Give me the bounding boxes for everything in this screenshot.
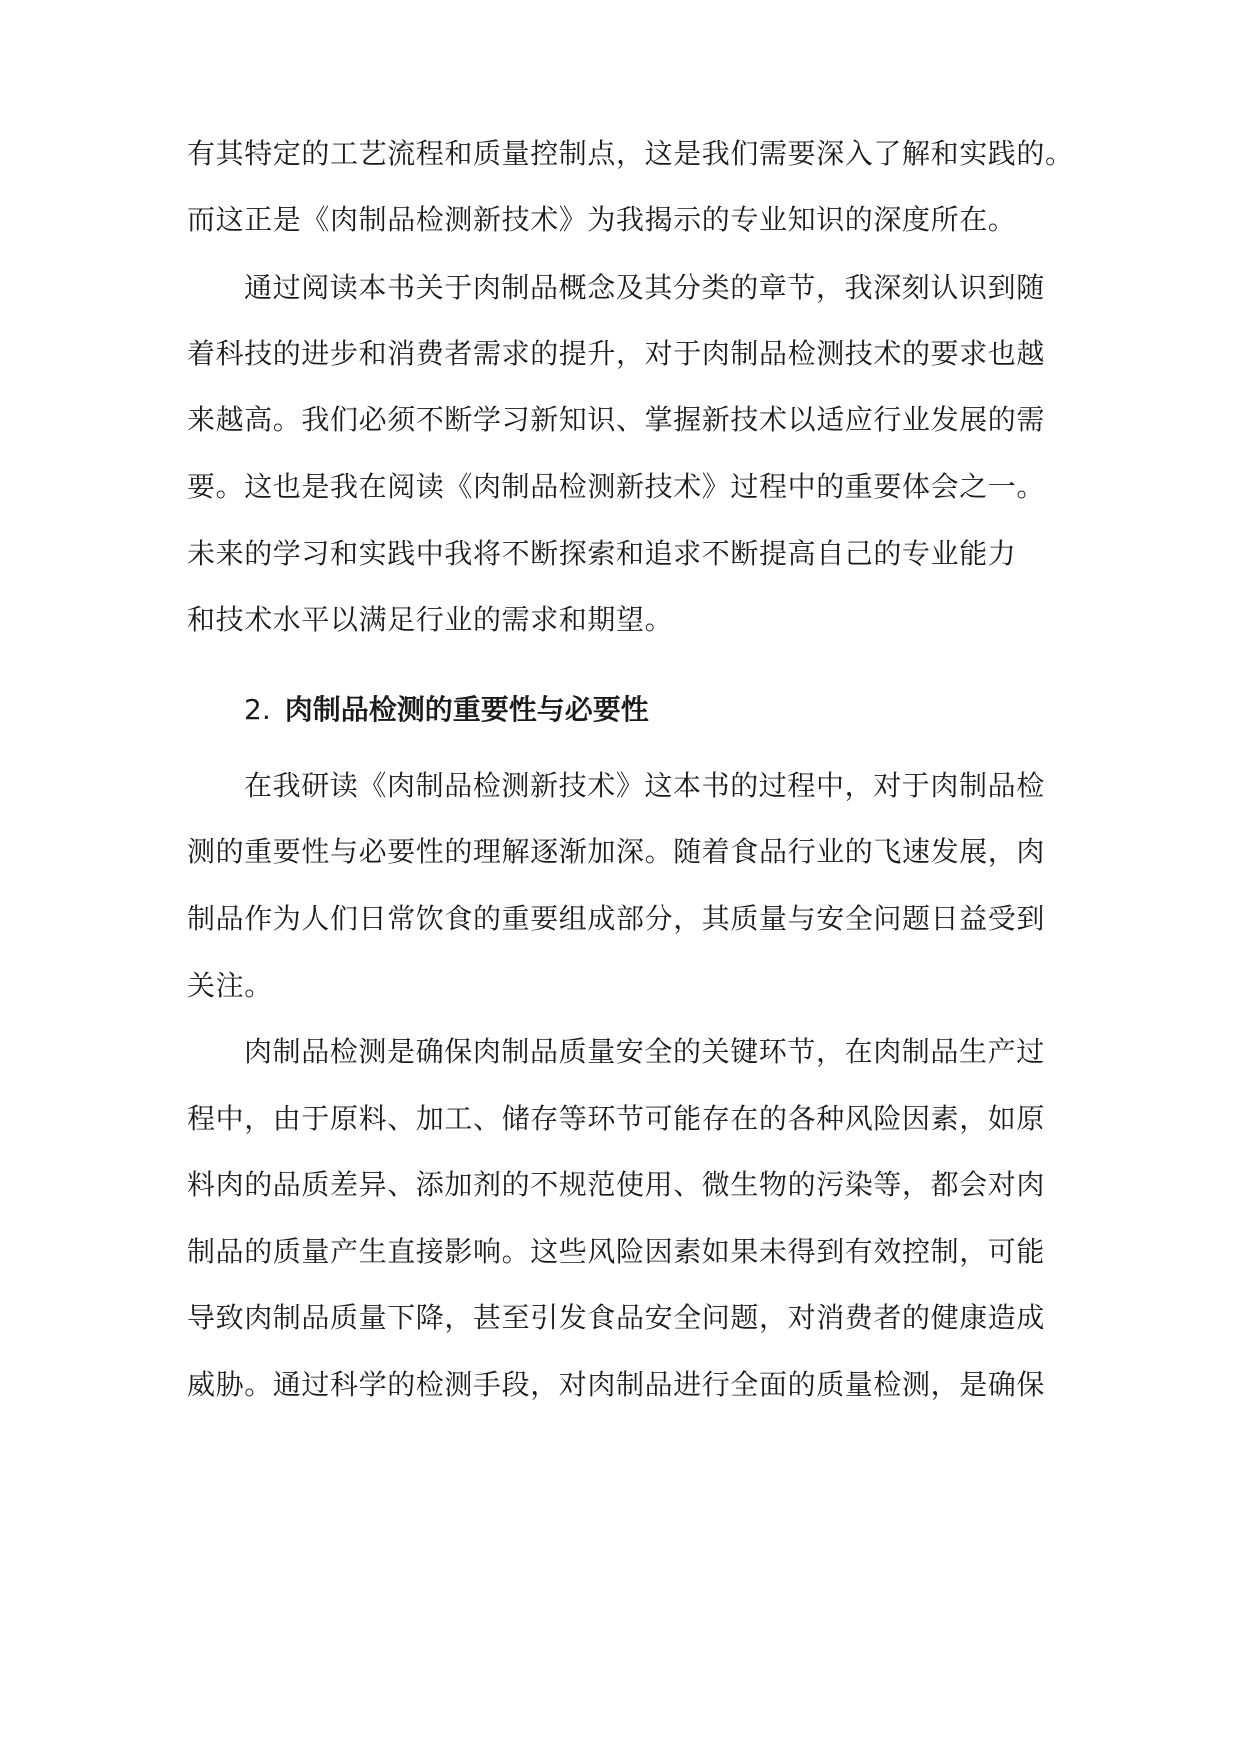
section-heading bbox=[244, 690, 649, 730]
paragraph-line: 关注。 bbox=[187, 969, 273, 1002]
paragraph-line: 要。这也是我在阅读《肉制品检测新技术》过程中的重要体会之一。 bbox=[187, 470, 1046, 503]
paragraph-line: 通过阅读本书关于肉制品概念及其分类的章节，我深刻认识到随 bbox=[244, 271, 1045, 304]
paragraph-line: 有其特定的工艺流程和质量控制点，这是我们需要深入了解和实践的。 bbox=[187, 137, 1074, 170]
paragraph-line: 测的重要性与必要性的理解逐渐加深。随着食品行业的飞速发展，肉 bbox=[187, 835, 1046, 868]
paragraph-line: 和技术水平以满足行业的需求和期望。 bbox=[187, 603, 674, 636]
paragraph-line: 未来的学习和实践中我将不断探索和追求不断提高自己的专业能力 bbox=[187, 537, 1017, 570]
paragraph-line: 威胁。通过科学的检测手段，对肉制品进行全面的质量检测，是确保 bbox=[187, 1368, 1046, 1401]
paragraph-line: 而这正是《肉制品检测新技术》为我揭示的专业知识的深度所在。 bbox=[187, 203, 1017, 236]
paragraph-line: 在我研读《肉制品检测新技术》这本书的过程中，对于肉制品检 bbox=[244, 769, 1045, 802]
paragraph-line: 着科技的进步和消费者需求的提升，对于肉制品检测技术的要求也越 bbox=[187, 337, 1046, 370]
paragraph-line: 来越高。我们必须不断学习新知识、掌握新技术以适应行业发展的需 bbox=[187, 403, 1046, 436]
paragraph-line: 料肉的品质差异、添加剂的不规范使用、微生物的污染等，都会对肉 bbox=[187, 1168, 1046, 1201]
paragraph-line: 程中，由于原料、加工、储存等环节可能存在的各种风险因素，如原 bbox=[187, 1102, 1046, 1135]
section-title: 肉制品检测的重要性与必要性 bbox=[284, 693, 649, 726]
paragraph-line: 肉制品检测是确保肉制品质量安全的关键环节，在肉制品生产过 bbox=[244, 1035, 1045, 1068]
paragraph-line: 制品作为人们日常饮食的重要组成部分，其质量与安全问题日益受到 bbox=[187, 902, 1046, 935]
section-number: 2. bbox=[244, 693, 271, 726]
paragraph-line: 导致肉制品质量下降，甚至引发食品安全问题，对消费者的健康造成 bbox=[187, 1301, 1046, 1334]
paragraph-line: 制品的质量产生直接影响。这些风险因素如果未得到有效控制，可能 bbox=[187, 1235, 1046, 1268]
